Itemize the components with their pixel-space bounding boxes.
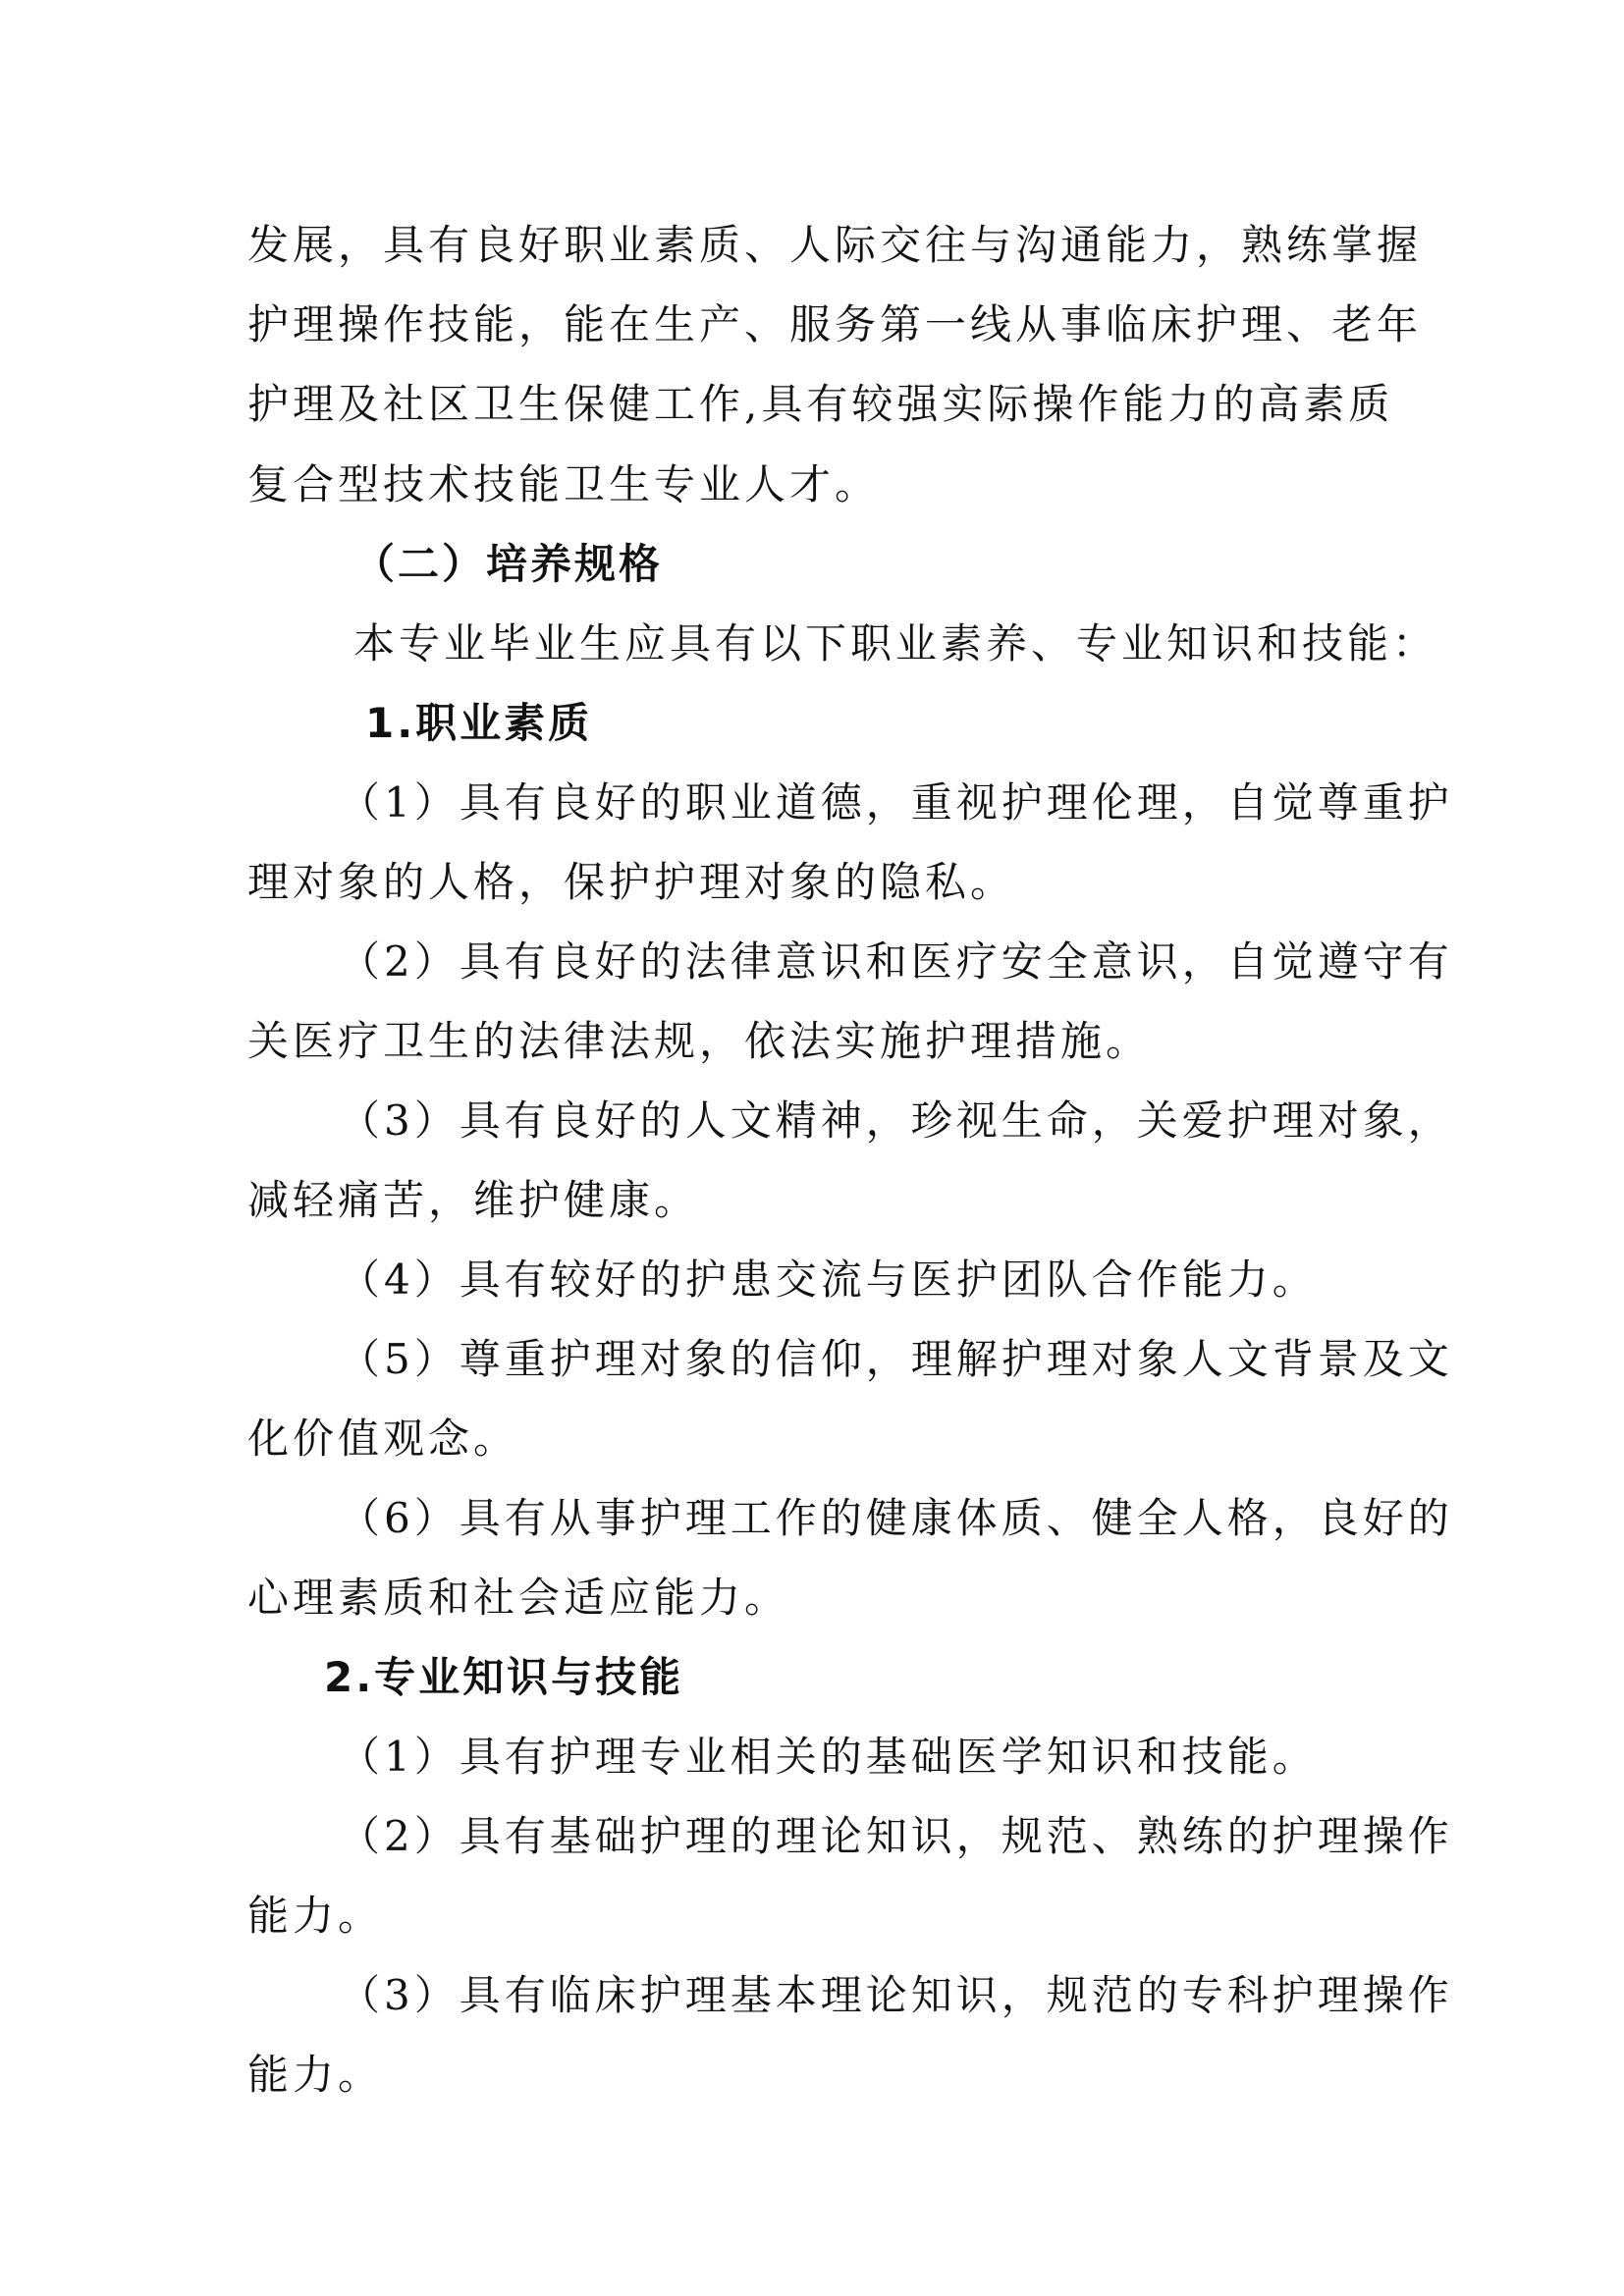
- intro-line-2: 护理操作技能，能在生产、服务第一线从事临床护理、老年: [247, 300, 1423, 348]
- part1-item1-line2: 理对象的人格，保护护理对象的隐私。: [247, 858, 1016, 906]
- part1-item6-line1: （6）具有从事护理工作的健康体质、健全人格，良好的: [339, 1494, 1453, 1542]
- section-heading: （二）培养规格: [353, 540, 664, 588]
- part2-item1-line1: （1）具有护理专业相关的基础医学知识和技能。: [339, 1733, 1318, 1781]
- intro-line-4: 复合型技术技能卫生专业人才。: [247, 460, 881, 508]
- part1-item3-line2: 减轻痛苦，维护健康。: [247, 1176, 700, 1224]
- part1-heading: 1.职业素质: [365, 699, 593, 747]
- part2-item2-line2: 能力。: [247, 1892, 384, 1940]
- part2-item3-line2: 能力。: [247, 2051, 384, 2099]
- part1-item2-line2: 关医疗卫生的法律法规，依法实施护理措施。: [247, 1017, 1152, 1065]
- intro-line-3: 护理及社区卫生保健工作,具有较强实际操作能力的高素质: [247, 380, 1394, 428]
- part2-item3-line1: （3）具有临床护理基本理论知识，规范的专科护理操作: [339, 1971, 1453, 2019]
- part2-item2-line1: （2）具有基础护理的理论知识，规范、熟练的护理操作: [339, 1812, 1453, 1860]
- part1-item5-line1: （5）尊重护理对象的信仰，理解护理对象人文背景及文: [339, 1335, 1453, 1383]
- part1-item6-line2: 心理素质和社会适应能力。: [247, 1574, 790, 1622]
- part1-item2-line1: （2）具有良好的法律意识和医疗安全意识，自觉遵守有: [339, 937, 1453, 986]
- section-intro: 本专业毕业生应具有以下职业素养、专业知识和技能：: [353, 619, 1438, 667]
- part1-item5-line2: 化价值观念。: [247, 1415, 519, 1463]
- intro-line-1: 发展，具有良好职业素质、人际交往与沟通能力，熟练掌握: [247, 221, 1423, 269]
- part1-item1-line1: （1）具有良好的职业道德，重视护理伦理，自觉尊重护: [339, 778, 1453, 827]
- part1-item3-line1: （3）具有良好的人文精神，珍视生命，关爱护理对象，: [339, 1096, 1453, 1145]
- part2-heading: 2.专业知识与技能: [324, 1653, 684, 1701]
- part1-item4-line1: （4）具有较好的护患交流与医护团队合作能力。: [339, 1255, 1318, 1304]
